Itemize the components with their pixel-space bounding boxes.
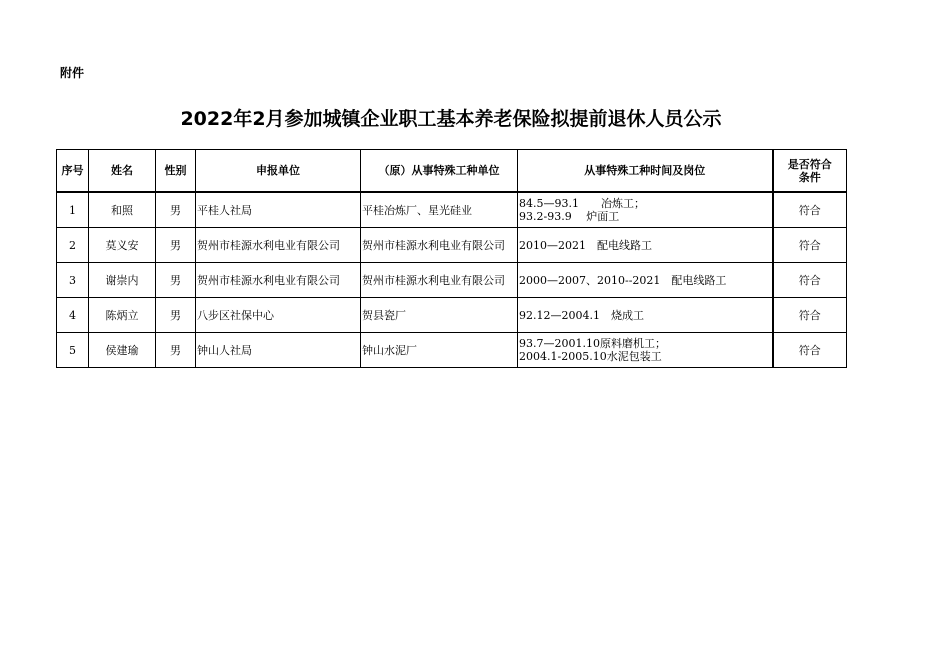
cell-special-unit: 平桂冶炼厂、星光硅业 [361, 192, 518, 228]
cell-name: 侯建瑜 [89, 333, 156, 368]
period-line: 84.5—93.1 冶炼工； [519, 197, 645, 210]
table-row [57, 192, 847, 228]
cell-unit: 贺州市桂源水利电业有限公司 [196, 228, 361, 263]
cell-special-unit: 钟山水泥厂 [361, 333, 518, 368]
period-line: 2004.1-2005.10水泥包装工 [519, 350, 662, 363]
cell-eligible: 符合 [773, 263, 847, 298]
table-row [57, 263, 847, 298]
table-row [57, 333, 847, 368]
cell-gender: 男 [156, 298, 196, 333]
header-no: 序号 [57, 150, 89, 193]
cell-special-unit: 贺州市桂源水利电业有限公司 [361, 263, 518, 298]
cell-no: 1 [57, 192, 89, 228]
cell-no: 3 [57, 263, 89, 298]
cell-eligible: 符合 [773, 228, 847, 263]
period-line: 93.7—2001.10原料磨机工； [519, 337, 666, 350]
cell-gender: 男 [156, 192, 196, 228]
header-period: 从事特殊工种时间及岗位 [518, 150, 773, 193]
cell-unit: 钟山人社局 [196, 333, 361, 368]
header-special-unit: （原）从事特殊工种单位 [361, 150, 518, 193]
cell-period [518, 192, 773, 228]
cell-name: 莫义安 [89, 228, 156, 263]
cell-eligible: 符合 [773, 333, 847, 368]
cell-gender: 男 [156, 333, 196, 368]
cell-eligible: 符合 [773, 192, 847, 228]
cell-period [518, 333, 773, 368]
cell-period [518, 263, 773, 298]
cell-special-unit: 贺县瓷厂 [361, 298, 518, 333]
table-row [57, 228, 847, 263]
cell-name: 和照 [89, 192, 156, 228]
cell-special-unit: 贺州市桂源水利电业有限公司 [361, 228, 518, 263]
header-unit: 申报单位 [196, 150, 361, 193]
cell-eligible: 符合 [773, 298, 847, 333]
period-line: 2010—2021 配电线路工 [519, 238, 652, 252]
cell-no: 5 [57, 333, 89, 368]
attachment-label: 附件 [60, 66, 85, 80]
cell-unit: 八步区社保中心 [196, 298, 361, 333]
period-line: 2000—2007、2010--2021 配电线路工 [519, 273, 727, 287]
page-title: 2022年2月参加城镇企业职工基本养老保险拟提前退休人员公示 [180, 108, 722, 130]
cell-name: 陈炳立 [89, 298, 156, 333]
header-eligible: 是否符合条件 [773, 150, 847, 193]
retirement-roster-table [56, 149, 847, 368]
header-name: 姓名 [89, 150, 156, 193]
period-line: 92.12—2004.1 烧成工 [519, 308, 644, 322]
cell-period [518, 298, 773, 333]
cell-gender: 男 [156, 263, 196, 298]
period-line: 93.2-93.9 炉面工 [519, 210, 620, 223]
cell-no: 2 [57, 228, 89, 263]
cell-period [518, 228, 773, 263]
cell-gender: 男 [156, 228, 196, 263]
table-row [57, 298, 847, 333]
cell-unit: 贺州市桂源水利电业有限公司 [196, 263, 361, 298]
table-header-row [57, 150, 847, 193]
cell-name: 谢崇内 [89, 263, 156, 298]
cell-no: 4 [57, 298, 89, 333]
cell-unit: 平桂人社局 [196, 192, 361, 228]
header-gender: 性别 [156, 150, 196, 193]
